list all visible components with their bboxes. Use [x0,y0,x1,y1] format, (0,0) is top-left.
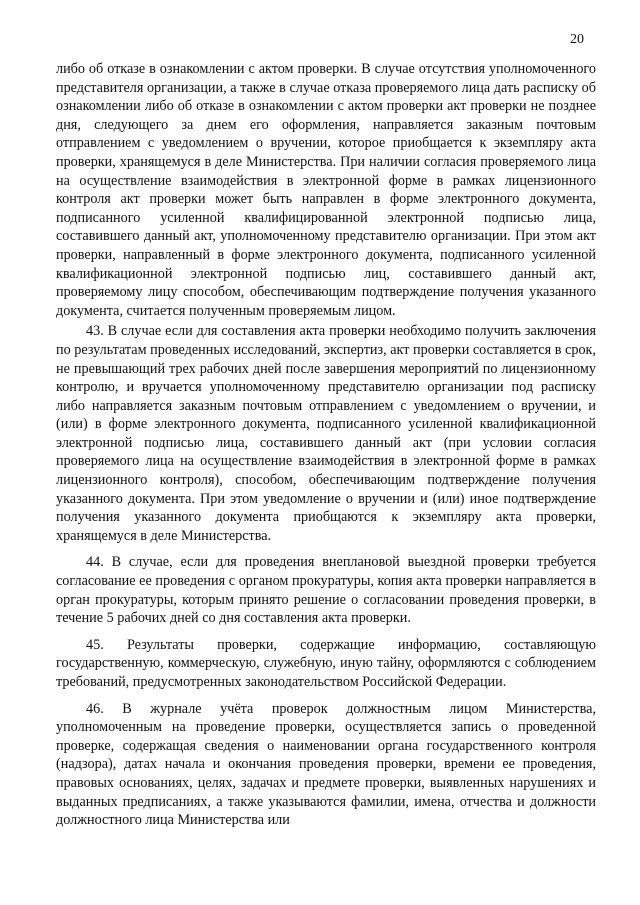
paragraph-43: 43. В случае если для составления акта проверки необходимо получить заключения по результатам проведенных исследований, экспертиз, акт проверки составляется в срок, не превышающий трех рабочих дней после завершения мероприятий по лицензионному контролю, и вручается уполномоченному представителю организации под расписку либо направляется заказным почтовым отправлением с уведомлением о вручении, и (или) в форме электронного документа, подписанного усиленной квалификационной электронной подписью лица, составившего данный акт (при условии согласия проверяемого лица на осуществление взаимодействия в электронной форме в рамках лицензионного контроля), способом, обеспечивающим подтверждение получения указанного документа. При этом уведомление о вручении и (или) иное подтверждение получения указанного документа приобщаются к экземпляру акта проверки, хранящемуся в деле Министерства. [56,323,596,544]
page-number: 20 [570,32,584,47]
paragraph-45: 45. Результаты проверки, содержащие информацию, составляющую государственную, коммерческую, служебную, иную тайну, оформляются с соблюдением требований, предусмотренных законодательством Российской Федерации. [56,636,596,690]
paragraph-continuation: либо об отказе в ознакомлении с актом проверки. В случае отсутствия уполномоченного представителя организации, а также в случае отказа проверяемого лица дать расписку об ознакомлении либо об отказе в ознакомлении с актом проверки акт проверки не позднее дня, следующего за днем его оформления, направляется заказным почтовым отправлением с уведомлением о вручении, которое приобщается к экземпляру акта проверки, хранящемуся в деле Министерства. При наличии согласия проверяемого лица на осуществление взаимодействия в электронной форме в рамках лицензионного контроля акт проверки может быть направлен в форме электронного документа, подписанного усиленной квалифицированной электронной подписью лица, составившего данный акт, уполномоченному представителю организации. При этом акт проверки, направленный в форме электронного документа, подписанного усиленной квалификационной электронной подписью лиц, составившего данный акт, проверяемому лицу способом, обеспечивающим подтверждение получения указанного документа, считается полученным проверяемым лицом. [56,61,596,319]
paragraph-44: 44. В случае, если для проведения внеплановой выездной проверки требуется согласование ее проведения с органом прокуратуры, копия акта проверки направляется в орган прокуратуры, которым принято решение о согласовании проведения проверки, в течение 5 рабочих дней со дня составления акта проверки. [56,554,596,627]
document-body [56,60,596,830]
paragraph-46: 46. В журнале учёта проверок должностным лицом Министерства, уполномоченным на проведение проверки, осуществляется запись о проведенной проверке, содержащая сведения о наименовании органа государственного контроля (надзора), датах начала и окончания проведения проверки, времени ее проведения, правовых основаниях, целях, задачах и предмете проверки, выявленных нарушениях и выданных предписаниях, а также указываются фамилии, имена, отчества и должности должностного лица Министерства или [56,700,596,829]
